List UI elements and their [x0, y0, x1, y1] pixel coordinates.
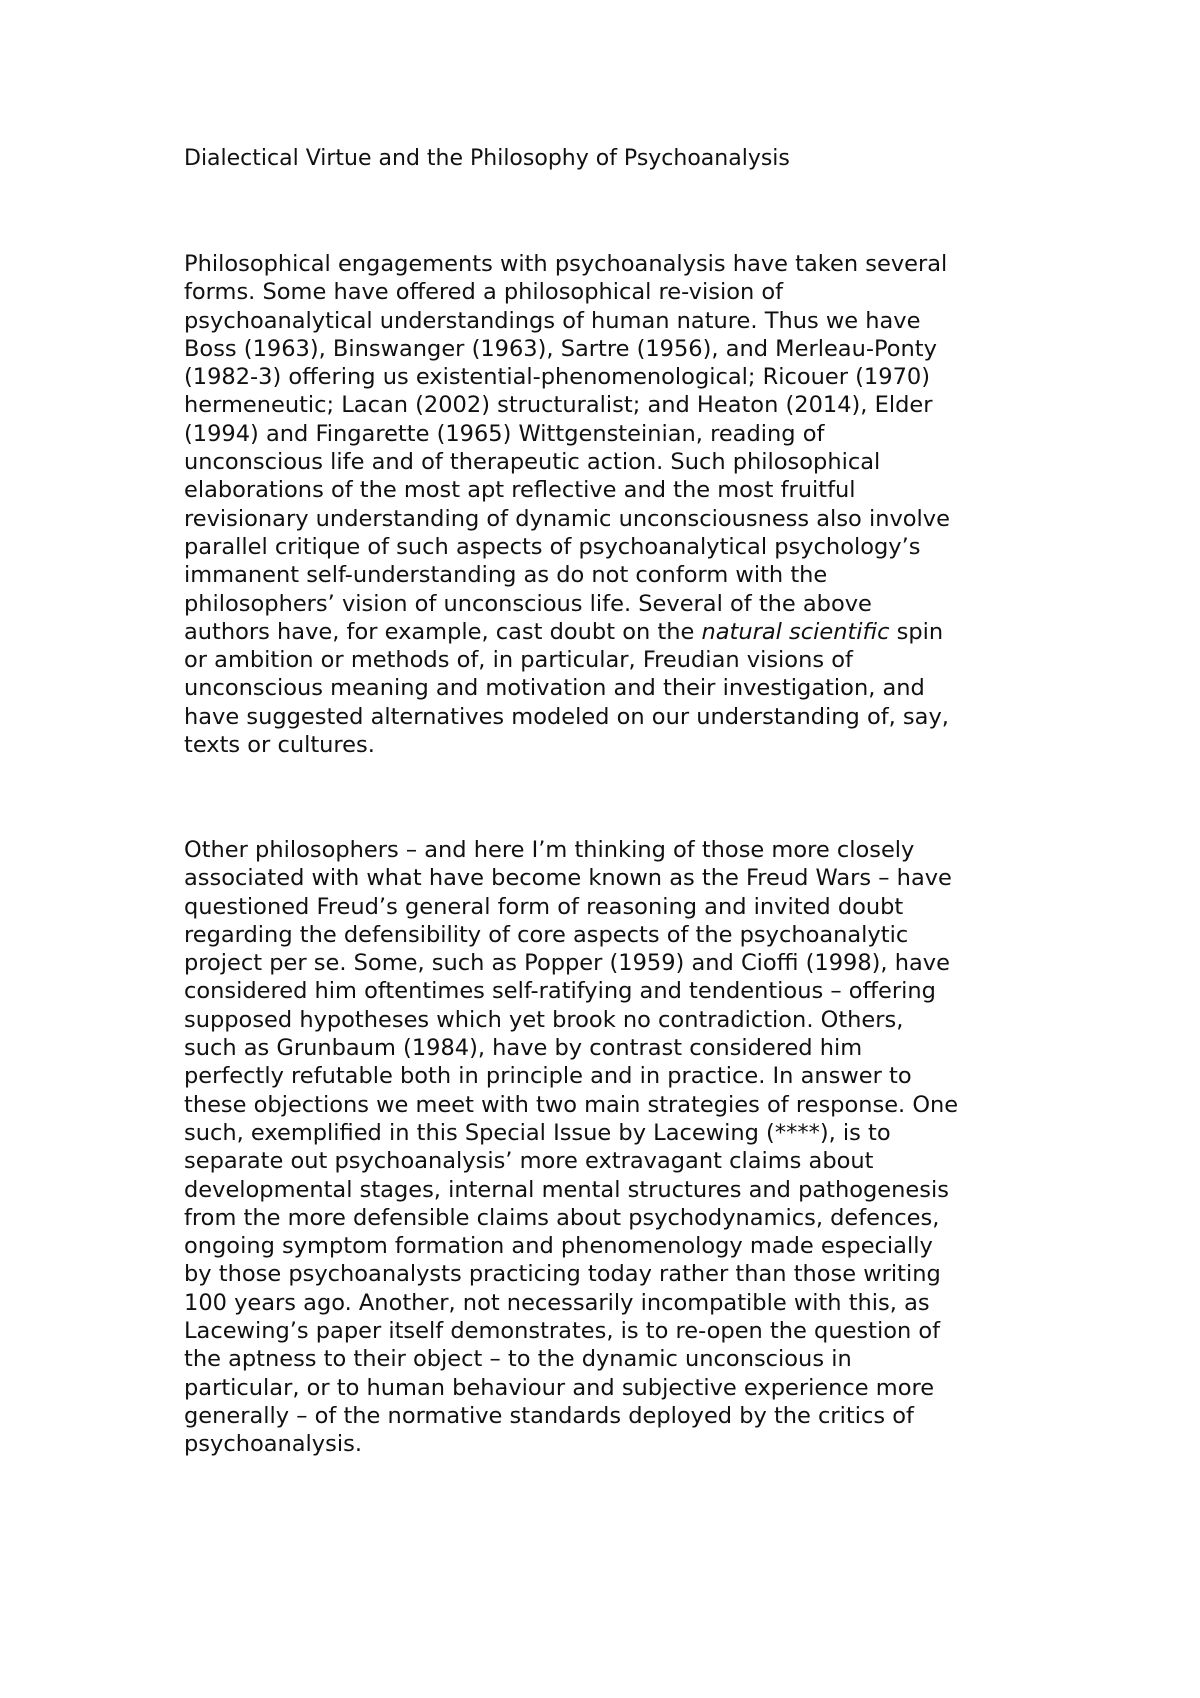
text-line: perfectly refutable both in principle and in practice. In answer to [184, 1063, 912, 1090]
text-line: psychoanalysis. [184, 1431, 362, 1458]
text-line: regarding the defensibility of core aspects of the psychoanalytic [184, 921, 909, 948]
text-line: the aptness to their object – to the dynamic unconscious in [184, 1346, 852, 1373]
text-line: revisionary understanding of dynamic unconsciousness also involve [184, 505, 950, 532]
text-line: particular, or to human behaviour and subjective experience more [184, 1374, 935, 1401]
text-line: supposed hypotheses which yet brook no contradiction. Others, [184, 1006, 904, 1033]
text-line: such, exemplified in this Special Issue by Lacewing (****), is to [184, 1119, 891, 1146]
text-line: such as Grunbaum (1984), have by contrast considered him [184, 1035, 863, 1062]
text-line: forms. Some have offered a philosophical re-vision of [184, 279, 784, 306]
text-line: unconscious life and of therapeutic action. Such philosophical [184, 449, 881, 476]
text-line: from the more defensible claims about psychodynamics, defences, [184, 1204, 940, 1231]
text-line [184, 618, 950, 646]
text-line: philosophers’ vision of unconscious life. Several of the above [184, 590, 872, 617]
body-paragraph-2 [184, 836, 958, 1459]
document-title: Dialectical Virtue and the Philosophy of Psychoanalysis [184, 146, 790, 171]
text-line: psychoanalytical understandings of human nature. Thus we have [184, 307, 921, 334]
text-line: developmental stages, internal mental structures and pathogenesis [184, 1176, 949, 1203]
text-line: elaborations of the most apt reflective and the most fruitful [184, 477, 856, 504]
text-line: 100 years ago. Another, not necessarily incompatible with this, as [184, 1289, 930, 1316]
text-line: project per se. Some, such as Popper (1959) and Cioffi (1998), have [184, 950, 950, 977]
text-line: texts or cultures. [184, 732, 375, 759]
text-line: parallel critique of such aspects of psychoanalytical psychology’s [184, 533, 921, 560]
text-line: questioned Freud’s general form of reasoning and invited doubt [184, 893, 904, 920]
text-line: hermeneutic; Lacan (2002) structuralist; and Heaton (2014), Elder [184, 392, 933, 419]
text-line: considered him oftentimes self-ratifying and tendentious – offering [184, 978, 936, 1005]
text-line: Boss (1963), Binswanger (1963), Sartre (1956), and Merleau-Ponty [184, 335, 937, 362]
text-line: (1994) and Fingarette (1965) Wittgensteinian, reading of [184, 420, 825, 447]
text-line: by those psychoanalysts practicing today rather than those writing [184, 1261, 941, 1288]
text-line: immanent self-understanding as do not conform with the [184, 562, 828, 589]
text-line: these objections we meet with two main strategies of response. One [184, 1091, 959, 1118]
text-line: have suggested alternatives modeled on our understanding of, say, [184, 703, 949, 730]
text-line: Lacewing’s paper itself demonstrates, is to re-open the question of [184, 1318, 941, 1345]
text-line: Philosophical engagements with psychoanalysis have taken several [184, 251, 948, 277]
text-run: spin [889, 618, 944, 645]
text-run: authors have, for example, cast doubt on the [184, 618, 702, 645]
text-line: Other philosophers – and here I’m thinking of those more closely [184, 837, 915, 863]
emphasized-text: natural scientific [701, 618, 890, 645]
text-line: associated with what have become known as the Freud Wars – have [184, 865, 952, 892]
text-line: (1982-3) offering us existential-phenomenological; Ricouer (1970) [184, 364, 930, 391]
body-paragraph-1 [184, 250, 950, 759]
text-line: ongoing symptom formation and phenomenology made especially [184, 1233, 933, 1260]
text-line: generally – of the normative standards deployed by the critics of [184, 1402, 914, 1429]
text-line: or ambition or methods of, in particular, Freudian visions of [184, 647, 853, 674]
text-line: separate out psychoanalysis’ more extravagant claims about [184, 1148, 874, 1175]
text-line: unconscious meaning and motivation and their investigation, and [184, 675, 925, 702]
